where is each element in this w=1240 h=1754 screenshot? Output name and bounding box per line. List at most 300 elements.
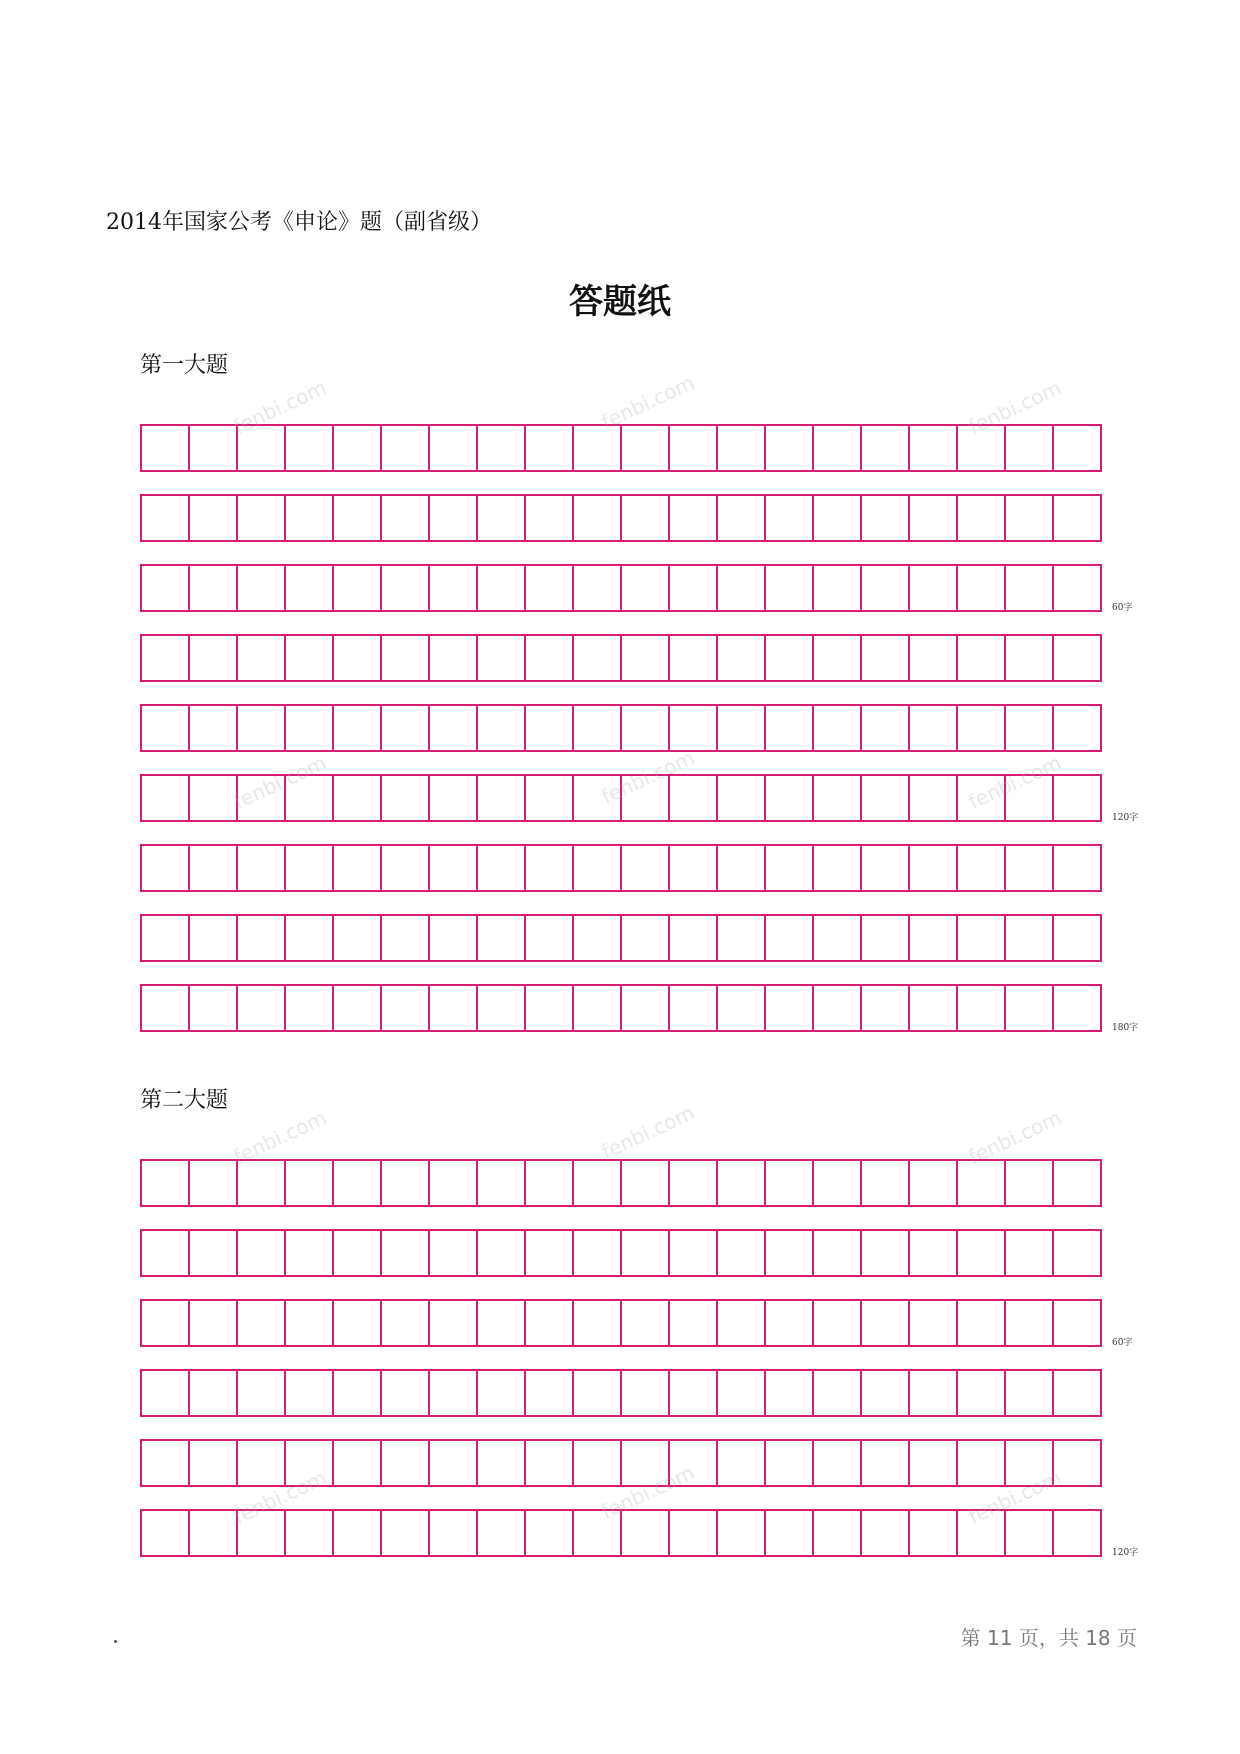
grid-cell[interactable] [380,916,428,960]
grid-row[interactable] [140,984,1139,1033]
grid-cell[interactable] [428,1441,476,1485]
grid-cell[interactable] [476,706,524,750]
grid-cell[interactable] [668,1371,716,1415]
grid-cell[interactable] [668,566,716,610]
grid-cell[interactable] [1052,636,1100,680]
grid-cell[interactable] [380,1511,428,1555]
grid-cell[interactable] [524,916,572,960]
grid-cell[interactable] [142,1371,188,1415]
grid-cell[interactable] [764,636,812,680]
grid-row[interactable] [140,774,1139,823]
grid-cell[interactable] [956,566,1004,610]
grid-cell[interactable] [620,846,668,890]
grid-cell[interactable] [1052,846,1100,890]
grid-cell[interactable] [284,986,332,1030]
grid-cell[interactable] [380,636,428,680]
grid-cell[interactable] [620,1441,668,1485]
grid-cell[interactable] [956,846,1004,890]
grid-cell[interactable] [428,1161,476,1205]
grid-cell[interactable] [716,1231,764,1275]
grid-cell[interactable] [236,1161,284,1205]
grid-cell[interactable] [236,1371,284,1415]
grid-cell[interactable] [668,1511,716,1555]
grid-cell[interactable] [764,1231,812,1275]
grid-cell[interactable] [908,1161,956,1205]
grid-cell[interactable] [284,566,332,610]
grid-cell[interactable] [764,1511,812,1555]
grid-cell[interactable] [572,1511,620,1555]
grid-cell[interactable] [428,496,476,540]
grid-cell[interactable] [908,1441,956,1485]
grid-cell[interactable] [380,426,428,470]
grid-cell[interactable] [764,706,812,750]
grid-cell[interactable] [812,706,860,750]
grid-cell[interactable] [1004,1161,1052,1205]
grid-row[interactable] [140,1509,1139,1558]
grid-cell[interactable] [332,1231,380,1275]
grid-cell[interactable] [1004,916,1052,960]
grid-cell[interactable] [428,776,476,820]
grid-cell[interactable] [188,1301,236,1345]
grid-cell[interactable] [188,636,236,680]
grid-cell[interactable] [284,1301,332,1345]
grid-cell[interactable] [812,1441,860,1485]
grid-cell[interactable] [908,916,956,960]
grid-cell[interactable] [524,1511,572,1555]
grid-cell[interactable] [764,986,812,1030]
grid-cell[interactable] [1004,426,1052,470]
grid-row[interactable] [140,1159,1102,1207]
grid-cell[interactable] [908,846,956,890]
grid-cell[interactable] [188,846,236,890]
grid-cell[interactable] [668,1231,716,1275]
grid-cell[interactable] [716,1511,764,1555]
grid-cell[interactable] [668,496,716,540]
grid-cell[interactable] [476,566,524,610]
grid-cell[interactable] [380,566,428,610]
grid-cell[interactable] [908,566,956,610]
grid-cell[interactable] [142,1301,188,1345]
grid-cell[interactable] [956,496,1004,540]
grid-cell[interactable] [142,566,188,610]
grid-cell[interactable] [476,776,524,820]
grid-cell[interactable] [524,636,572,680]
grid-cell[interactable] [764,776,812,820]
grid-cell[interactable] [620,496,668,540]
grid-cell[interactable] [524,1301,572,1345]
grid-cell[interactable] [1052,776,1100,820]
grid-cell[interactable] [716,706,764,750]
grid-cell[interactable] [716,846,764,890]
grid-cell[interactable] [284,706,332,750]
grid-cell[interactable] [812,426,860,470]
grid-cell[interactable] [188,496,236,540]
grid-cell[interactable] [236,916,284,960]
grid-cell[interactable] [476,1511,524,1555]
grid-cell[interactable] [860,1371,908,1415]
grid-cell[interactable] [572,706,620,750]
grid-cell[interactable] [620,1371,668,1415]
grid-cell[interactable] [284,1441,332,1485]
grid-cell[interactable] [668,1301,716,1345]
grid-cell[interactable] [142,636,188,680]
grid-cell[interactable] [956,1511,1004,1555]
grid-cell[interactable] [908,496,956,540]
grid-row[interactable] [140,844,1102,892]
grid-cell[interactable] [188,1441,236,1485]
grid-cell[interactable] [668,426,716,470]
grid-cell[interactable] [572,1231,620,1275]
grid-cell[interactable] [764,1301,812,1345]
grid-cell[interactable] [956,986,1004,1030]
grid-cell[interactable] [860,566,908,610]
grid-cell[interactable] [332,1371,380,1415]
grid-cell[interactable] [476,496,524,540]
grid-cell[interactable] [332,1441,380,1485]
grid-cell[interactable] [476,1231,524,1275]
grid-row[interactable] [140,1299,1133,1348]
grid-cell[interactable] [620,1231,668,1275]
grid-cell[interactable] [764,846,812,890]
grid-cell[interactable] [764,496,812,540]
grid-row[interactable] [140,494,1102,542]
grid-cell[interactable] [284,1161,332,1205]
grid-cell[interactable] [188,776,236,820]
grid-cell[interactable] [1004,1371,1052,1415]
grid-cell[interactable] [524,706,572,750]
grid-cell[interactable] [380,1161,428,1205]
grid-cell[interactable] [236,496,284,540]
grid-cell[interactable] [956,1441,1004,1485]
grid-row[interactable] [140,1439,1102,1487]
grid-cell[interactable] [332,1511,380,1555]
grid-cell[interactable] [380,986,428,1030]
grid-cell[interactable] [668,916,716,960]
grid-cell[interactable] [524,496,572,540]
grid-cell[interactable] [236,776,284,820]
grid-cell[interactable] [476,916,524,960]
grid-cell[interactable] [716,916,764,960]
grid-cell[interactable] [332,706,380,750]
grid-cell[interactable] [188,1231,236,1275]
grid-cell[interactable] [142,496,188,540]
grid-cell[interactable] [716,1441,764,1485]
grid-cell[interactable] [908,1511,956,1555]
grid-cell[interactable] [812,1161,860,1205]
grid-cell[interactable] [572,566,620,610]
grid-cell[interactable] [1052,1161,1100,1205]
grid-row[interactable] [140,634,1102,682]
grid-cell[interactable] [380,1441,428,1485]
grid-cell[interactable] [188,426,236,470]
grid-cell[interactable] [428,846,476,890]
grid-cell[interactable] [812,636,860,680]
grid-cell[interactable] [524,846,572,890]
grid-cell[interactable] [1052,706,1100,750]
grid-cell[interactable] [620,636,668,680]
grid-cell[interactable] [668,986,716,1030]
grid-cell[interactable] [284,1371,332,1415]
grid-cell[interactable] [142,916,188,960]
grid-cell[interactable] [1004,846,1052,890]
grid-cell[interactable] [1052,1301,1100,1345]
grid-cell[interactable] [956,1231,1004,1275]
grid-cell[interactable] [236,1441,284,1485]
grid-cell[interactable] [716,496,764,540]
grid-cell[interactable] [908,426,956,470]
grid-cell[interactable] [284,916,332,960]
grid-cell[interactable] [524,1231,572,1275]
grid-cell[interactable] [668,1441,716,1485]
grid-cell[interactable] [572,636,620,680]
grid-cell[interactable] [812,1231,860,1275]
grid-cell[interactable] [860,1441,908,1485]
grid-cell[interactable] [1004,1231,1052,1275]
grid-cell[interactable] [620,916,668,960]
grid-cell[interactable] [812,846,860,890]
grid-cell[interactable] [476,986,524,1030]
grid-cell[interactable] [860,1161,908,1205]
grid-cell[interactable] [1052,566,1100,610]
grid-cell[interactable] [620,566,668,610]
grid-cell[interactable] [908,706,956,750]
grid-cell[interactable] [1004,986,1052,1030]
grid-cell[interactable] [188,566,236,610]
grid-cell[interactable] [860,706,908,750]
grid-cell[interactable] [380,1371,428,1415]
grid-cell[interactable] [620,776,668,820]
grid-cell[interactable] [284,636,332,680]
grid-cell[interactable] [332,1301,380,1345]
grid-cell[interactable] [188,706,236,750]
grid-cell[interactable] [142,986,188,1030]
grid-cell[interactable] [572,1301,620,1345]
grid-cell[interactable] [428,706,476,750]
grid-cell[interactable] [332,776,380,820]
grid-cell[interactable] [524,986,572,1030]
grid-cell[interactable] [1004,636,1052,680]
grid-cell[interactable] [668,846,716,890]
grid-cell[interactable] [142,846,188,890]
grid-cell[interactable] [572,496,620,540]
grid-cell[interactable] [142,1511,188,1555]
grid-cell[interactable] [380,496,428,540]
grid-cell[interactable] [332,566,380,610]
grid-cell[interactable] [908,1301,956,1345]
grid-cell[interactable] [716,1371,764,1415]
grid-cell[interactable] [1052,1441,1100,1485]
grid-cell[interactable] [812,776,860,820]
grid-cell[interactable] [860,986,908,1030]
grid-cell[interactable] [476,1371,524,1415]
grid-cell[interactable] [572,1161,620,1205]
grid-cell[interactable] [284,1511,332,1555]
grid-cell[interactable] [716,1161,764,1205]
grid-cell[interactable] [428,916,476,960]
grid-cell[interactable] [764,426,812,470]
grid-cell[interactable] [1052,426,1100,470]
grid-cell[interactable] [332,846,380,890]
grid-cell[interactable] [476,636,524,680]
grid-cell[interactable] [236,566,284,610]
grid-cell[interactable] [476,426,524,470]
grid-cell[interactable] [1052,1511,1100,1555]
grid-cell[interactable] [142,1161,188,1205]
grid-cell[interactable] [572,776,620,820]
grid-cell[interactable] [524,776,572,820]
grid-cell[interactable] [428,986,476,1030]
grid-cell[interactable] [860,916,908,960]
grid-cell[interactable] [142,1231,188,1275]
grid-cell[interactable] [1004,706,1052,750]
grid-cell[interactable] [956,776,1004,820]
grid-row[interactable] [140,1229,1102,1277]
grid-cell[interactable] [476,1441,524,1485]
grid-cell[interactable] [380,1231,428,1275]
grid-cell[interactable] [236,1511,284,1555]
grid-cell[interactable] [860,496,908,540]
grid-cell[interactable] [1052,1371,1100,1415]
grid-cell[interactable] [476,1161,524,1205]
grid-cell[interactable] [1004,496,1052,540]
grid-cell[interactable] [284,776,332,820]
grid-cell[interactable] [236,706,284,750]
grid-cell[interactable] [812,1301,860,1345]
grid-cell[interactable] [332,496,380,540]
grid-cell[interactable] [142,706,188,750]
grid-cell[interactable] [620,706,668,750]
grid-cell[interactable] [908,636,956,680]
grid-row[interactable] [140,1369,1102,1417]
grid-cell[interactable] [428,426,476,470]
grid-cell[interactable] [764,1441,812,1485]
grid-cell[interactable] [524,1441,572,1485]
grid-cell[interactable] [716,986,764,1030]
grid-cell[interactable] [956,426,1004,470]
grid-cell[interactable] [332,636,380,680]
grid-cell[interactable] [812,986,860,1030]
grid-cell[interactable] [956,636,1004,680]
grid-cell[interactable] [668,636,716,680]
grid-cell[interactable] [572,846,620,890]
grid-cell[interactable] [908,1231,956,1275]
grid-cell[interactable] [956,916,1004,960]
grid-cell[interactable] [236,636,284,680]
grid-cell[interactable] [716,776,764,820]
grid-cell[interactable] [284,1231,332,1275]
grid-cell[interactable] [956,1161,1004,1205]
grid-cell[interactable] [428,1511,476,1555]
grid-cell[interactable] [332,916,380,960]
grid-cell[interactable] [956,1301,1004,1345]
grid-cell[interactable] [236,1301,284,1345]
grid-cell[interactable] [860,1231,908,1275]
grid-cell[interactable] [572,1371,620,1415]
grid-cell[interactable] [428,1231,476,1275]
grid-cell[interactable] [524,1371,572,1415]
grid-cell[interactable] [764,916,812,960]
grid-cell[interactable] [860,846,908,890]
grid-cell[interactable] [812,916,860,960]
grid-cell[interactable] [812,1371,860,1415]
grid-cell[interactable] [188,1161,236,1205]
grid-cell[interactable] [812,1511,860,1555]
grid-cell[interactable] [332,986,380,1030]
grid-cell[interactable] [428,1371,476,1415]
grid-cell[interactable] [476,846,524,890]
grid-cell[interactable] [428,636,476,680]
grid-cell[interactable] [1004,776,1052,820]
grid-cell[interactable] [428,566,476,610]
grid-cell[interactable] [524,1161,572,1205]
grid-cell[interactable] [1004,1301,1052,1345]
grid-row[interactable] [140,424,1102,472]
grid-cell[interactable] [236,986,284,1030]
grid-cell[interactable] [380,1301,428,1345]
grid-cell[interactable] [476,1301,524,1345]
grid-cell[interactable] [188,916,236,960]
grid-cell[interactable] [284,426,332,470]
grid-cell[interactable] [142,1441,188,1485]
grid-row[interactable] [140,704,1102,752]
grid-cell[interactable] [908,776,956,820]
grid-cell[interactable] [860,426,908,470]
grid-cell[interactable] [380,776,428,820]
grid-cell[interactable] [716,636,764,680]
grid-cell[interactable] [860,1301,908,1345]
grid-cell[interactable] [860,776,908,820]
grid-cell[interactable] [764,1371,812,1415]
grid-cell[interactable] [956,1371,1004,1415]
grid-cell[interactable] [1052,916,1100,960]
grid-cell[interactable] [332,426,380,470]
grid-cell[interactable] [332,1161,380,1205]
grid-cell[interactable] [142,426,188,470]
grid-row[interactable] [140,564,1133,613]
grid-cell[interactable] [668,706,716,750]
grid-cell[interactable] [380,706,428,750]
grid-cell[interactable] [188,1511,236,1555]
grid-cell[interactable] [524,426,572,470]
grid-cell[interactable] [620,426,668,470]
grid-cell[interactable] [956,706,1004,750]
grid-cell[interactable] [1004,566,1052,610]
grid-cell[interactable] [572,426,620,470]
grid-cell[interactable] [764,566,812,610]
grid-cell[interactable] [1004,1511,1052,1555]
grid-cell[interactable] [284,846,332,890]
grid-cell[interactable] [716,566,764,610]
grid-row[interactable] [140,914,1102,962]
grid-cell[interactable] [620,1161,668,1205]
grid-cell[interactable] [1004,1441,1052,1485]
grid-cell[interactable] [1052,1231,1100,1275]
grid-cell[interactable] [812,496,860,540]
grid-cell[interactable] [1052,986,1100,1030]
grid-cell[interactable] [380,846,428,890]
grid-cell[interactable] [620,1301,668,1345]
grid-cell[interactable] [812,566,860,610]
grid-cell[interactable] [908,1371,956,1415]
grid-cell[interactable] [236,1231,284,1275]
grid-cell[interactable] [236,426,284,470]
grid-cell[interactable] [572,1441,620,1485]
grid-cell[interactable] [236,846,284,890]
grid-cell[interactable] [188,986,236,1030]
grid-cell[interactable] [284,496,332,540]
grid-cell[interactable] [1052,496,1100,540]
grid-cell[interactable] [908,986,956,1030]
